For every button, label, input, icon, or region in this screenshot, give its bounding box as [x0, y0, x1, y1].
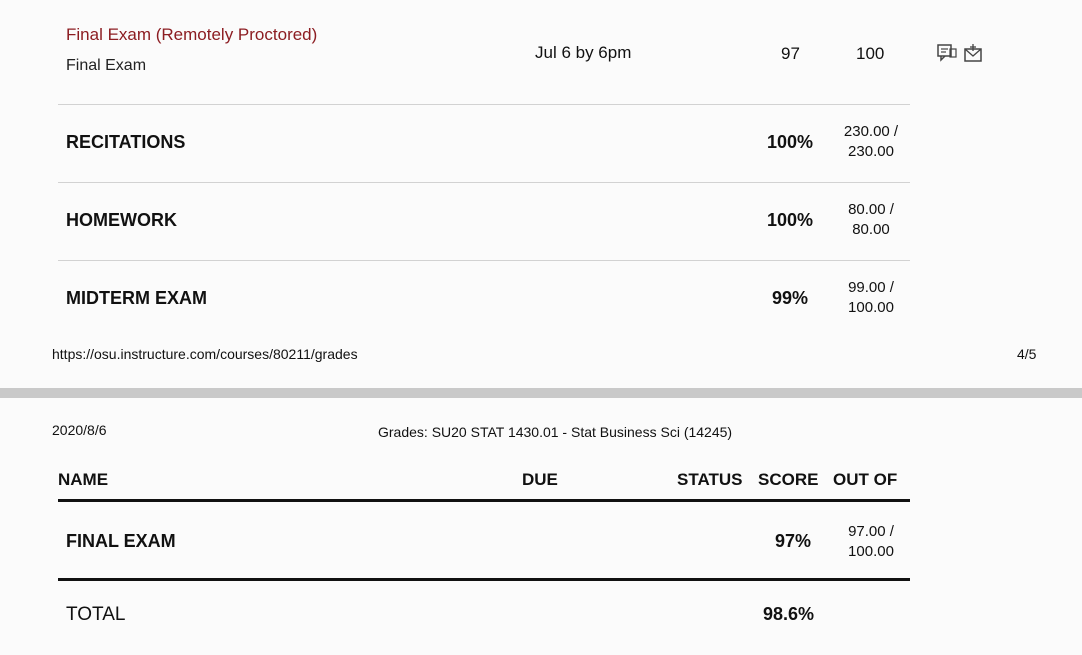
group-row-recitations: [0, 104, 1082, 182]
assignment-title-link[interactable]: Final Exam (Remotely Proctored): [66, 25, 318, 44]
group-percent: 100%: [767, 132, 814, 152]
column-header-name: NAME: [58, 470, 109, 489]
group-points: [831, 122, 911, 162]
group-points-earned: 97.00 /: [848, 523, 894, 540]
group-row-final-exam: [0, 502, 1082, 578]
header-title: Grades: SU20 STAT 1430.01 - Stat Business Sci (14245): [378, 424, 733, 440]
header-date: 2020/8/6: [52, 422, 107, 438]
group-name: HOMEWORK: [66, 210, 177, 230]
column-header-status: STATUS: [677, 470, 743, 489]
assignment-group-label: Final Exam: [66, 57, 147, 74]
total-percent: 98.6%: [763, 604, 815, 624]
group-points-earned: 230.00 /: [843, 123, 899, 140]
group-points-possible: 100.00: [848, 543, 894, 560]
group-points-possible: 80.00: [852, 221, 890, 238]
footer-url: https://osu.instructure.com/courses/80211/grades: [52, 346, 358, 362]
group-points: [831, 278, 911, 318]
group-percent: 100%: [767, 210, 814, 230]
group-points-earned: 80.00 /: [848, 201, 894, 218]
group-percent: 97%: [775, 531, 812, 551]
group-row-midterm-exam: [0, 260, 1082, 338]
page-gap: [0, 388, 1082, 398]
comment-icon[interactable]: [936, 43, 958, 63]
column-header-score: SCORE: [758, 470, 819, 489]
pdf-page-5: [0, 398, 1082, 655]
group-row-homework: [0, 182, 1082, 260]
group-points: [831, 200, 911, 240]
group-points-possible: 100.00: [848, 299, 894, 316]
assignment-out-of: 100: [856, 44, 885, 63]
group-points-possible: 230.00: [848, 143, 894, 160]
group-name: RECITATIONS: [66, 132, 186, 152]
footer-page-number: 4/5: [1017, 346, 1037, 362]
group-points-earned: 99.00 /: [848, 279, 894, 296]
due-date: Jul 6 by 6pm: [535, 43, 632, 62]
rubric-icon[interactable]: [962, 43, 984, 63]
group-points: [831, 522, 911, 562]
column-header-out-of: OUT OF: [833, 470, 898, 489]
group-name: MIDTERM EXAM: [66, 288, 207, 308]
group-percent: 99%: [772, 288, 809, 308]
assignment-row-final-exam: [0, 0, 1082, 104]
total-rule: [58, 578, 910, 581]
group-name: FINAL EXAM: [66, 531, 176, 551]
assignment-score: 97: [781, 44, 800, 63]
column-header-due: DUE: [522, 470, 558, 489]
total-label: TOTAL: [66, 604, 126, 625]
